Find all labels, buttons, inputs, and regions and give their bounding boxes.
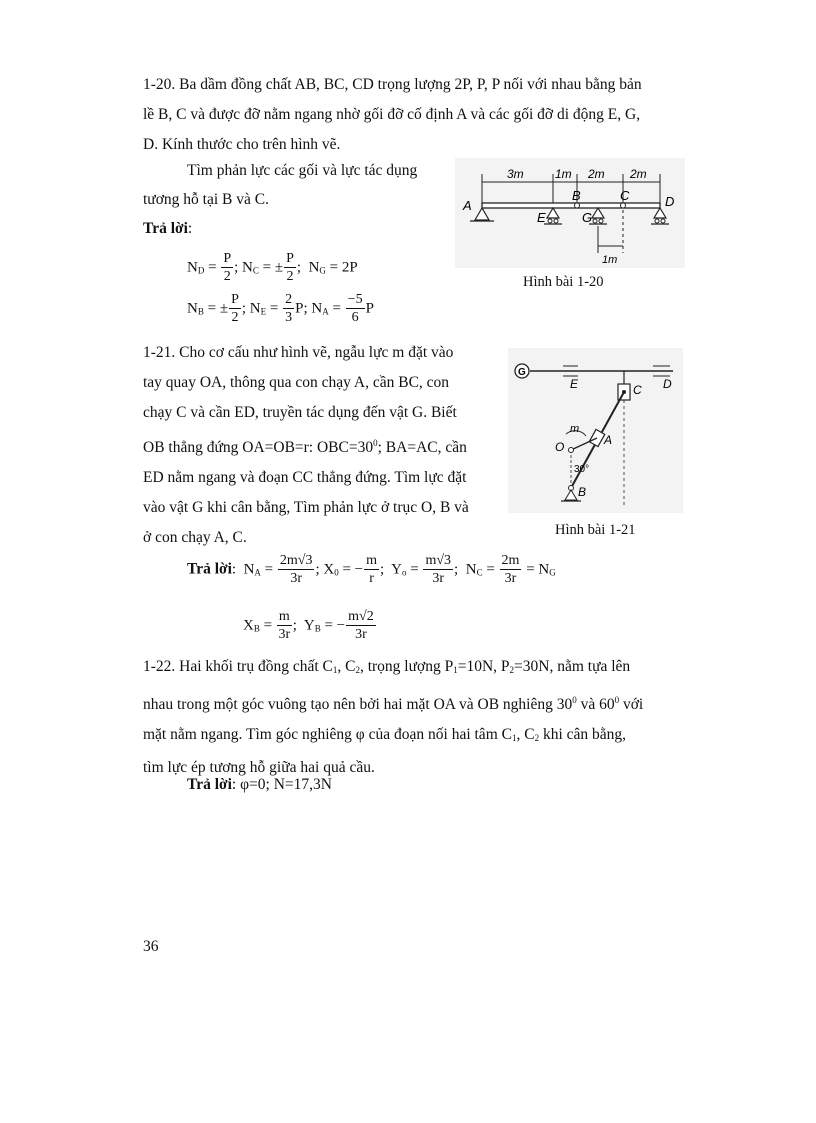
p122-line-4: tìm lực ép tương hỗ giữa hai quả cầu.	[143, 759, 375, 776]
p121-line-1: 1-21. Cho cơ cấu như hình vẽ, ngẫu lực m đặt vào	[143, 344, 454, 361]
label-angle: 30°	[574, 464, 590, 475]
p122-line-1: 1-22. Hai khối trụ đồng chất $C_1$, $C_2$, trọng lượng $P_1=10N$, $P_2=30N$, nằm tựa lên	[143, 658, 631, 675]
page-number: 36	[143, 938, 159, 955]
p121-equation-row-1: Trả lời: $N_A$ = $\frac{2m√3}{3r}$ ; $X_0$ = − $\frac{m}{r}$ ; $Y_o$ = $\frac{m√3}{3r}$ ; $N_C$ = $\frac{2m}{3r}$ = $N_G$	[187, 553, 556, 586]
dim-2m-label-b: 2m	[630, 167, 647, 181]
problem-1-20-text	[143, 70, 675, 160]
p120-line-3: D. Kính thước cho trên hình vẽ.	[143, 136, 341, 153]
p120-equation-row-2: $N_B$ = ± $\frac{P}{2}$ ; $N_E$ = $\frac{2}{3}$ P; $N_A$ = $\frac{-5}{6}$ P	[187, 292, 374, 325]
figure-1-20	[455, 158, 685, 268]
figure-1-21-caption: Hình bài 1-21	[555, 522, 636, 538]
label-a: A	[604, 433, 613, 447]
label-d: D	[663, 377, 672, 391]
p120-line-4: Tìm phản lực các gối và lực tác dụng	[187, 162, 418, 179]
p121-line-2: tay quay OA, thông qua con chạy A, cần BC, con	[143, 374, 450, 391]
beam	[482, 203, 660, 208]
problem-1-21-text	[143, 338, 481, 553]
label-g: G	[518, 367, 526, 378]
p121-line-3: chạy C và cần ED, truyền tác dụng đến vật G. Biết	[143, 404, 457, 421]
p121-line-4: OB thẳng đứng OA=OB=r: $OBC=30^0$; BA=AC, cần	[143, 438, 467, 456]
label-g: G	[582, 210, 593, 225]
p121-line-6: vào vật G khi cân bằng, Tìm phản lực ở trục O, B và	[143, 499, 469, 516]
p121-line-7: ở con chạy A, C.	[143, 529, 247, 546]
p120-answer-label: Trả lời:	[143, 220, 193, 237]
label-o: O	[555, 440, 565, 454]
dim-1m-bottom-label: 1m	[602, 254, 618, 266]
problem-1-22-text	[143, 652, 675, 783]
p120-line-2: lề B, C và được đỡ nằm ngang nhờ gối đỡ cố định A và các gối đỡ di động E, G,	[143, 106, 641, 123]
p120-line-5: tương hỗ tại B và C.	[143, 191, 269, 208]
p121-equation-row-2: $X_B$ = $\frac{m}{3r}$ ; $Y_B$ = − $\frac{m√2}{3r}$	[243, 609, 374, 642]
p120-line-1: 1-20. Ba dầm đồng chất AB, BC, CD trọng lượng 2P, P, P nối với nhau bằng bản	[143, 76, 642, 93]
label-e: E	[537, 210, 546, 225]
p122-line-2: nhau trong một góc vuông tạo nên bởi hai mặt OA và OB nghiêng $30^0$ và $60^0$ với	[143, 695, 644, 713]
label-m: m	[570, 423, 580, 435]
label-b: B	[578, 485, 587, 499]
label-d: D	[665, 194, 675, 209]
p121-line-5: ED nằm ngang và đoạn CC thẳng đứng. Tìm lực đặt	[143, 469, 467, 486]
p120-equation-row-1: $N_D$ = $\frac{P}{2}$ ; $N_C$ = ± $\frac{P}{2}$ ; $N_G = 2P$	[187, 251, 358, 284]
dim-2m-label-a: 2m	[588, 167, 605, 181]
p122-answer: Trả lời: φ=0; N=17,3N	[187, 776, 332, 793]
label-c: C	[620, 188, 630, 203]
figure-1-20-caption: Hình bài 1-20	[523, 274, 604, 290]
p122-line-3: mặt nằm ngang. Tìm góc nghiêng φ của đoạn nối hai tâm $C_1$, $C_2$ khi cân bằng,	[143, 726, 627, 743]
label-a: A	[463, 198, 472, 213]
label-c: C	[633, 383, 642, 397]
hinge-c	[621, 203, 626, 208]
dim-1m-label: 1m	[555, 167, 572, 181]
dim-3m-label: 3m	[507, 167, 524, 181]
hinge-b	[575, 203, 580, 208]
label-e: E	[570, 377, 579, 391]
label-b: B	[572, 188, 581, 203]
figure-1-21	[508, 348, 683, 513]
